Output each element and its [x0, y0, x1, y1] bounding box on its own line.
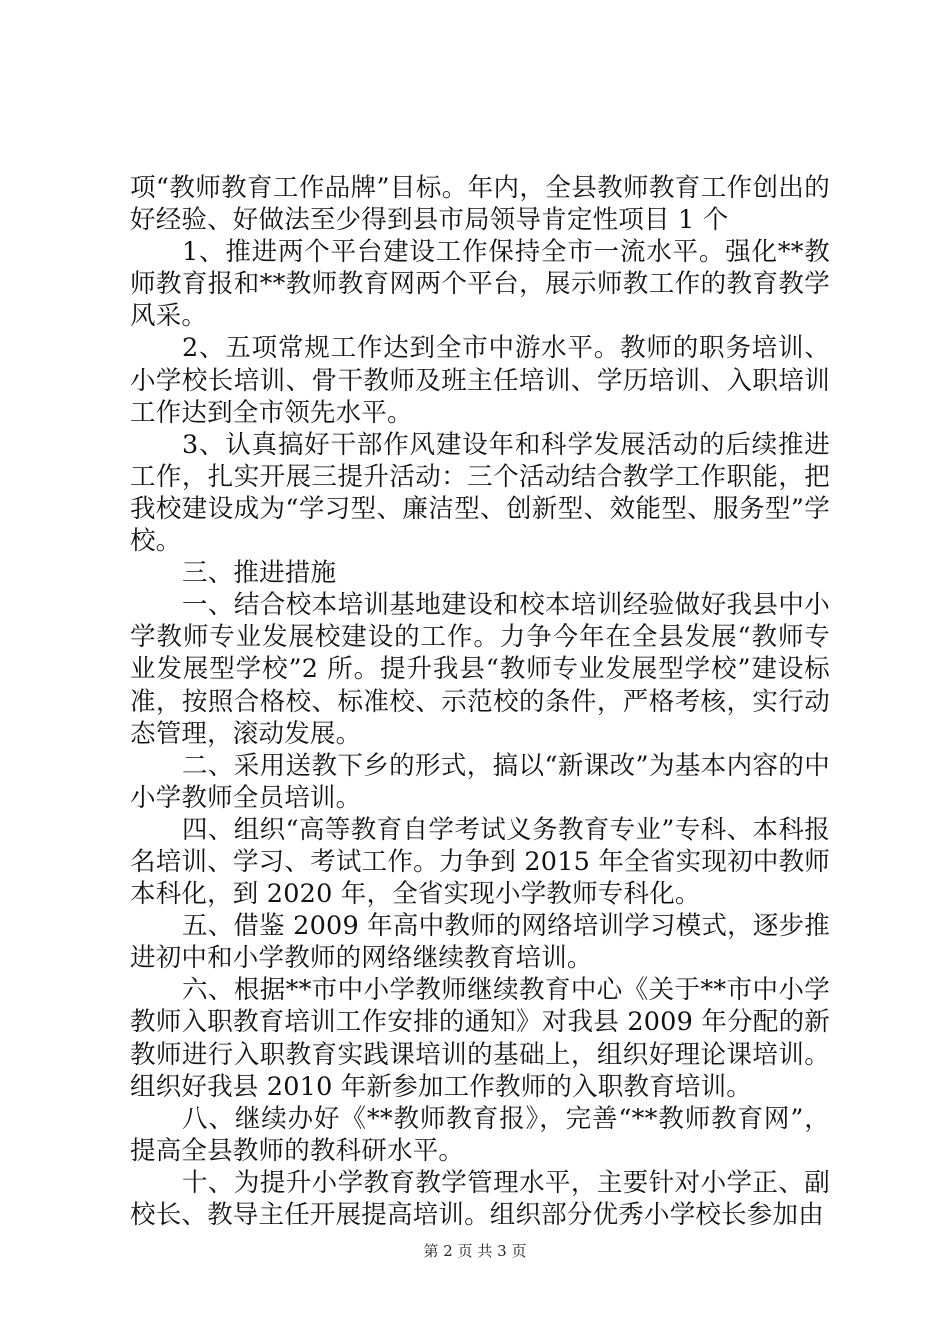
page-number-footer: 第 2 页 共 3 页 [423, 1242, 527, 1260]
paragraph-measure-5: 五、借鉴 2009 年高中教师的网络培训学习模式，逐步推进初中和小学教师的网络继续教育培训。 [130, 911, 830, 974]
paragraph-measure-8: 八、继续办好《**教师教育报》，完善“**教师教育网”，提高全县教师的教科研水平。 [130, 1103, 830, 1166]
section-heading-measures: 三、推进措施 [182, 558, 337, 589]
paragraph-goal-1: 1、推进两个平台建设工作保持全市一流水平。强化**教师教育报和**教师教育网两个平台，展示师教工作的教育教学风采。 [130, 237, 830, 332]
document-body [130, 172, 830, 1231]
paragraph-measure-6: 六、根据**市中小学教师继续教育中心《关于**市中小学教师入职教育培训工作安排的通知》对我县 2009 年分配的新教师进行入职教育实践课培训的基础上，组织好理论课培训。组织好我县 2010 年新参加工作教师的入职教育培训。 [130, 975, 830, 1102]
paragraph-continuation: 项“教师教育工作品牌”目标。年内，全县教师教育工作创出的好经验、好做法至少得到县市局领导肯定性项目 1 个 [130, 173, 830, 236]
paragraph-measure-10: 十、为提升小学教育教学管理水平，主要针对小学正、副校长、教导主任开展提高培训。组织部分优秀小学校长参加由 [130, 1167, 830, 1230]
paragraph-measure-1: 一、结合校本培训基地建设和校本培训经验做好我县中小学教师专业发展校建设的工作。力争今年在全县发展“教师专业发展型学校”2 所。提升我县“教师专业发展型学校”建设标准，按照合格校、标准校、示范校的条件，严格考核，实行动态管理，滚动发展。 [130, 590, 830, 749]
paragraph-measure-2: 二、采用送教下乡的形式，搞以“新课改”为基本内容的中小学教师全员培训。 [130, 750, 830, 813]
paragraph-measure-4: 四、组织“高等教育自学考试义务教育专业”专科、本科报名培训、学习、考试工作。力争到 2015 年全省实现初中教师本科化，到 2020 年，全省实现小学教师专科化。 [130, 814, 830, 910]
paragraph-goal-2: 2、五项常规工作达到全市中游水平。教师的职务培训、小学校长培训、骨干教师及班主任培训、学历培训、入职培训工作达到全市领先水平。 [130, 333, 830, 428]
paragraph-goal-3: 3、认真搞好干部作风建设年和科学发展活动的后续推进工作，扎实开展三提升活动：三个活动结合教学工作职能，把我校建设成为“学习型、廉洁型、创新型、效能型、服务型”学校。 [130, 429, 830, 557]
